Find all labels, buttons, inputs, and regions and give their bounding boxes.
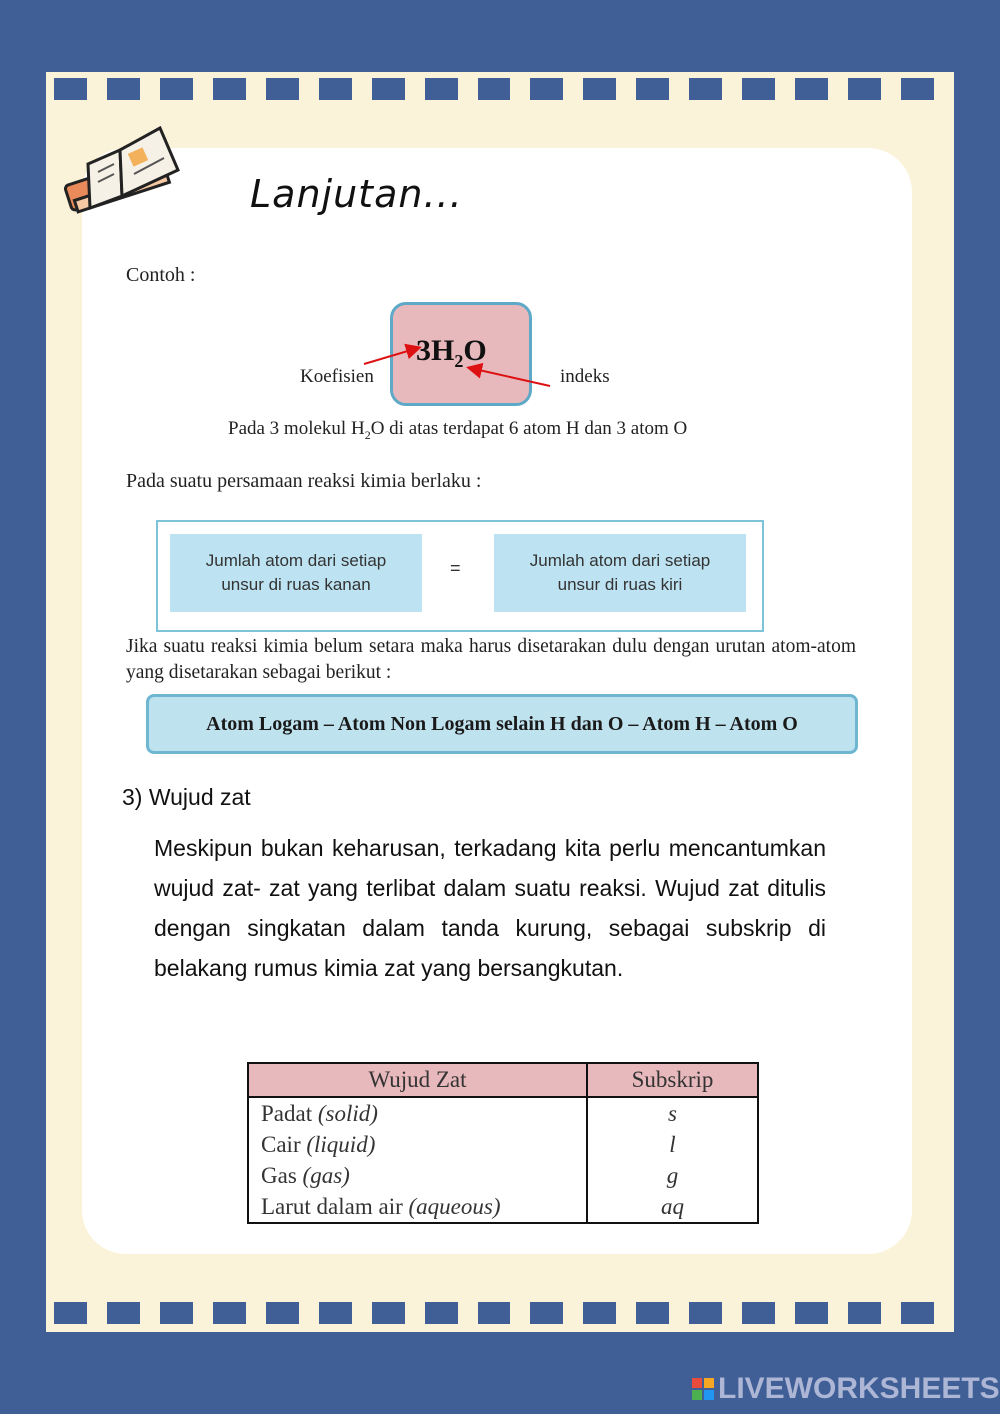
liveworksheets-logo[interactable]: LIVEWORKSHEETS	[692, 1372, 1000, 1406]
table-row: Gas (gas) g	[248, 1160, 758, 1191]
equation-left-box: Jumlah atom dari setiap unsur di ruas kanan	[170, 534, 422, 612]
wujud-zat-table	[247, 1062, 759, 1224]
liveworksheets-icon	[692, 1378, 714, 1400]
persamaan-intro: Pada suatu persamaan reaksi kimia berlaku :	[126, 470, 482, 492]
equation-right-box: Jumlah atom dari setiap unsur di ruas kiri	[494, 534, 746, 612]
top-border-tiles	[46, 72, 954, 106]
equals-sign: =	[450, 558, 461, 578]
contoh-label: Contoh :	[126, 264, 196, 286]
wujud-heading: 3) Wujud zat	[122, 784, 251, 810]
bottom-border-tiles	[46, 1296, 954, 1330]
balancing-text: Jika suatu reaksi kimia belum setara maka harus disetarakan dulu dengan urutan atom-atom yang disetarakan sebagai berikut :	[126, 636, 856, 683]
formula-3h2o: $3H_2O$	[416, 334, 487, 371]
indeks-label: indeks	[560, 366, 610, 387]
table-row: Padat (solid) s	[248, 1097, 758, 1129]
books-icon	[60, 124, 186, 216]
molecule-note: Pada 3 molekul $H_2O$ di atas terdapat 6 atom H dan 3 atom O	[228, 418, 688, 442]
table-row: Cair (liquid) l	[248, 1129, 758, 1160]
page-title: Lanjutan...	[250, 172, 463, 216]
formula-arrows	[360, 340, 560, 392]
table-header-wujud: Wujud Zat	[248, 1063, 587, 1097]
wujud-paragraph: Meskipun bukan keharusan, terkadang kita perlu mencantumkan wujud zat- zat yang terlibat dalam suatu reaksi. Wujud zat ditulis dengan singkatan dalam tanda kurung, sebagai subskrip di belakang rumus kimia zat yang bersangkutan.	[154, 835, 826, 981]
atom-order-box: Atom Logam – Atom Non Logam selain H dan O – Atom H – Atom O	[146, 694, 858, 754]
table-header-subskrip: Subskrip	[587, 1063, 758, 1097]
koefisien-label: Koefisien	[300, 366, 374, 387]
table-row: Larut dalam air (aqueous) aq	[248, 1191, 758, 1223]
